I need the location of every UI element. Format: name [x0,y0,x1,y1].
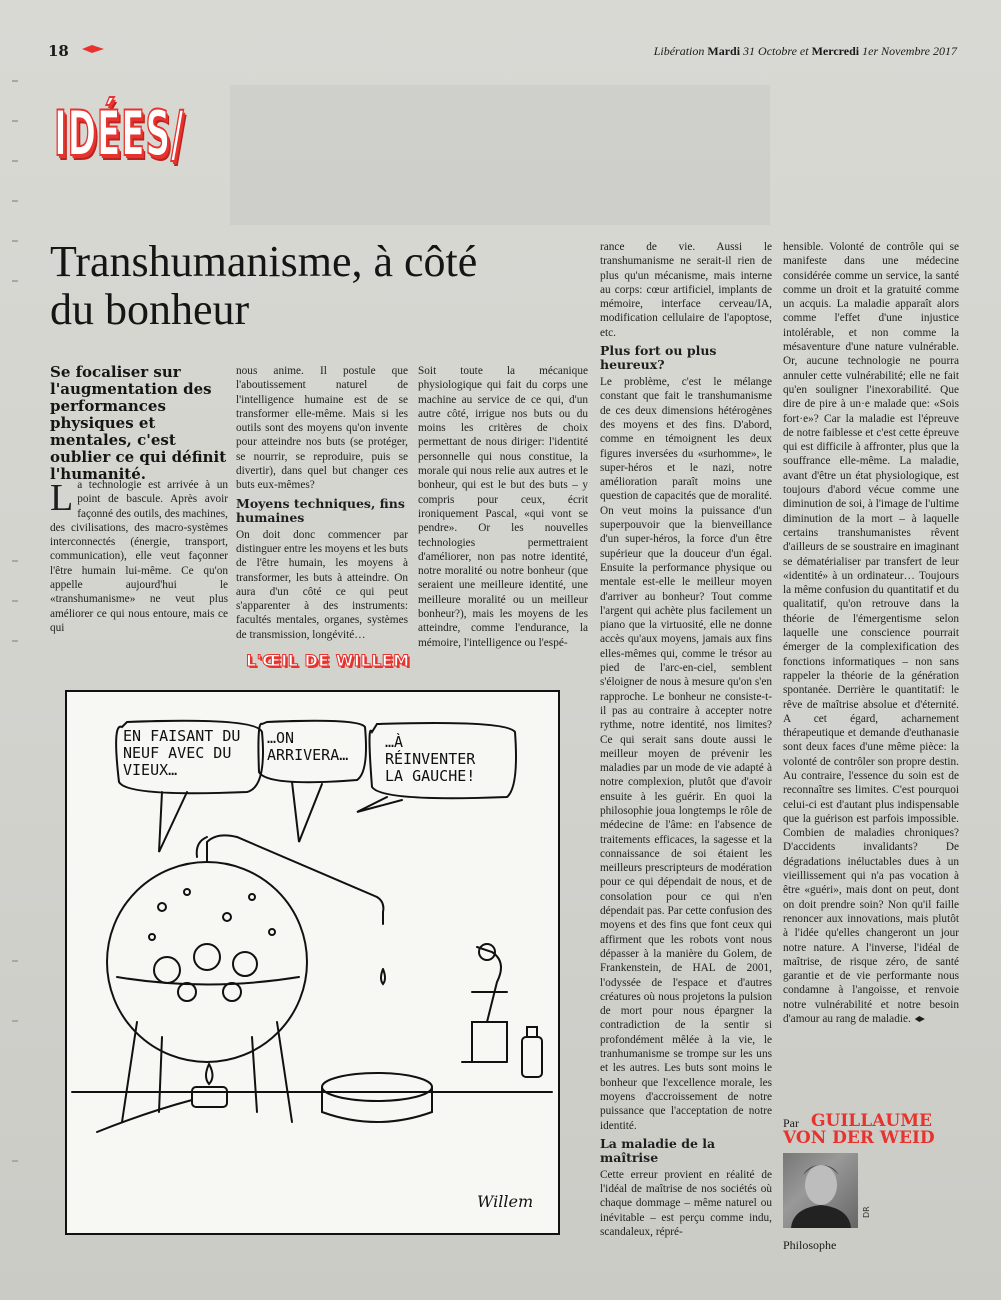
subheading-maladie: La maladie de la maîtrise [600,1135,716,1165]
alembic-spout [197,837,207,857]
byline-par: Par [783,1116,799,1130]
red-diamond-marker [82,45,104,53]
col1-text: a technologie est arrivée à un point de bascule. Après avoir façonné des outils, des machines, des civilisations, des macro-systèmes interconnectés (énergie, transport, communication), elle veut façonner l'être humain lui-même. Ce qu'on appelle aujourd'hui le «transhumanisme» ne veut plus améliorer ce qui nous entoure, mais ce qui [50,479,228,634]
dateline [654,44,957,59]
section-rubric: IDÉES/ [54,97,185,170]
date-1: 31 Octobre et [743,44,809,58]
col2-text-b: On doit donc commencer par distinguer entre les moyens et les buts de l'être humain, les moyens à transformer, les buts à atteindre. On aura d'un côté ce qui peut s'apparenter à des instruments: facultés mentales, organes, systèmes de transmission, longévité… [236,528,408,641]
author-photo [783,1153,858,1228]
col5-text: hensible. Volonté de contrôle qui se manifeste dans une médecine considérée comme un service, la santé comme un droit et la gratuité comme un acquis. La maladie apparaît alors comme l'effet d'une injustice intolérable, et non comme la mésaventure d'une nature vulnérable. Or, aucune technologie ne pourra annuler cette vulnérabilité; elle ne fait qu'en souligner l'inexorabilité. Que dire de pire à un·e malade que: «Sois fort·e»? Car la maladie est l'épreuve de notre faiblesse et c'est cette épreuve qui est difficile à affronter, plus que la souffrance elle-même. La maladie, avant d'être un état physiologique, est toujours d'abord vécue comme une diminution de soi, à l'image de l'ultime diminution de la mort – à laquelle certains transhumanistes rêvent d'ailleurs de se soustraire en imaginant se dématérialiser par transfert de leur «identité» à un ordinateur… Toujours la même confusion du quantitatif et du qualitatif, qu'on retrouve dans la théorie de l'émergentisme selon laquelle une conscience pourrait émerger de la complexification des fonctions informatiques – non sans rappeler la théorie de la génération spontanée. Derrière le quantitatif: le rêve de maîtrise absolue et d'éternité. A cet égard, acharnement thérapeutique et demande d'euthanasie sont deux faces d'une même pièce: la volonté de contrôler son propre destin. Au contraire, l'essence du soin est de reconnaître ses limites. C'est pourquoi celui-ci est d'autant plus indispensable que la guérison est parfois impossible. Combien de maladies chroniques? D'accidents invalidants? De dégradations inéluctables dues à un vieillissement qui n'a pas vocation à être «guéri», mais dont on peut, dont on doit prendre soin? Non qu'il faille renoncer aux innovations, mais plutôt à l'idée qu'elles changeront un jour notre nature. A l'inverse, l'idéal de maîtrise, de risque zéro, de santé garantie et de vie performante nous condamne à l'angoisse, et renvoie notre vulnérabilité et notre besoin d'amour au rang de maladie. [783,241,959,1026]
col2-text-a: nous anime. Il postule que l'aboutissement naturel de l'intelligence humaine est de se transformer elle-même. Mais si les outils sont des moyens qu'on invente pour atteindre nos buts (se protéger, se nourrir, se reproduire, puis se divertir), dans quel but changer ces buts eux-mêmes? [236,365,408,492]
date-2: 1er Novembre 2017 [862,44,957,58]
burner [192,1087,227,1107]
cartoon-signature: Willem [477,1192,534,1211]
cartoon-panel [65,690,560,1235]
col3-text: Soit toute la mécanique physiologique qui fait du corps une machine au service de ce qui, d'un autre côté, irrigue nos buts ou du moins les critères de choix permettant de nous diriger: l'identité personnelle qui nous constitue, la morale qui nous relie aux autres et le bonheur, qui est le but des buts – y compris pour ceux, écrit ironiquement Pascal, «qui vont se pendre». Or les nouvelles technologies permettraient d'améliorer, non pas notre identité, notre moralité ou notre bonheur (que seraient une meilleure identité, une meilleure moralité ou un meilleur bonheur?), mais les moyens de les atteindre, comme l'endurance, la mémoire, l'intelligence ou l'espé- [418,365,588,649]
collecting-dish [322,1073,432,1101]
drop-cap: L [50,477,74,519]
show-through-ghost [230,85,770,225]
col4-text-a: rance de vie. Aussi le transhumanisme ne serait-il rien de plus qu'un mécanisme, mais interne au corps: cœur artificiel, implants de mémoire, interface cerveau/IA, modification cellulaire de l'apoptose, etc. [600,241,772,339]
article-title: Transhumanisme, à côté du bonheur [50,237,478,334]
bottle [522,1037,542,1077]
day-1: Mardi [707,44,741,58]
column-1 [50,478,228,635]
cartoon-heading: L'ŒIL DE WILLEM [246,651,410,670]
column-5 [783,240,959,1026]
end-mark-icon [915,1016,925,1022]
bubble-1-text: EN FAISANT DU NEUF AVEC DU VIEUX… [123,727,241,779]
page-number: 18 [48,42,69,60]
day-2: Mercredi [811,44,860,58]
bubble-2-text: …ON ARRIVERA… [267,729,349,764]
gas-tube [97,1100,192,1132]
col4-text-c: Cette erreur provient en réalité de l'idéal de maîtrise de nos sociétés où chaque dommage – même naturel ou inévitable – est perçu comme indu, scandaleux, répré- [600,1168,772,1238]
col4-text-b: Le problème, c'est le mélange constant que fait le transhumanisme de ces deux dimensions hétérogènes des moyens et des fins. D'abord, comme en témoignent les deux figures inversées du «surhomme», le super-héros et le nazi, notre amélioration paraît moins une question de capacités que de moralité. On veut moins la puissance d'un superpouvoir que la bienveillance d'un super-héros, la force d'un être supérieur que la douceur d'un égal. Ensuite la performance physique ou mentale est-elle le meilleur moyen d'arriver au bonheur? Tout comme l'argent qui achète plus facilement un piano que la virtuosité, elle ne donne accès qu'aux moyens, jamais aux fins elles-mêmes qui, comme le trésor au pied de l'arc-en-ciel, semblent s'éloigner de nous à mesure qu'on s'en rapproche. Le bonheur ne consiste-t-il pas au contraire à accepter notre rythme, notre identité, nos limites? Ce qui serait sans doute aussi le meilleur moyen de prévenir les maladies par un mode de vie adapté à notre complexion, plutôt que d'avoir ensuite à les guérir. En quoi la philosophie joua longtemps le rôle de médecine de l'âme: en l'absence de traitements efficaces, la sagesse et la connaissance de soi étaient les meilleurs prescripteurs de modération pour ce qui dépendait de nous, et de consolation pour ce qui n'en dépendait pas. Par cette confusion des moyens et des fins que font ceux qui affirment que les robots vont nous dépasser à la manière du Golem, de Frankenstein, de HAL de 2001, l'odyssée de l'espace et d'autres créatures où nous projetons la pulsion de mort pour nous épargner la contradiction de la sentir si profondément mêlée à la vie, le tranhumanisme se trompe sur les uns et les autres. Les buts sont moins le bonheur que l'excellence morale, les moyens d'accroissement de notre puissance que l'acceptation de notre identité. [600,376,772,1132]
article-standfirst: Se focaliser sur l'augmentation des performances physiques et mentales, c'est oublier ce qui définit l'humanité. [50,363,227,483]
falling-drop [381,969,385,984]
subheading-moyens: Moyens techniques, fins humaines [236,495,405,525]
alembic-neck [207,835,383,924]
flame [206,1064,213,1084]
subheading-plus-fort: Plus fort ou plus heureux? [600,343,717,373]
binding-holes [12,60,20,1280]
photo-credit: DR [862,1206,871,1218]
author-role: Philosophe [783,1238,837,1252]
bubble-3-text: …À RÉINVENTER LA GAUCHE! [385,733,476,785]
liquid-level [117,977,299,985]
figure-head-4 [178,983,196,1001]
author-name: GUILLAUME VON DER WEID [783,1111,935,1148]
microscope [462,947,507,1062]
column-3 [418,364,588,650]
figure-head-3 [233,952,257,976]
figure-head-1 [154,957,180,983]
figure-head-5 [223,983,241,1001]
paper-name: Libération [653,44,705,58]
alembic-flask [107,862,307,1062]
column-2 [236,364,408,642]
figure-head-2 [194,944,220,970]
column-4 [600,240,772,1239]
